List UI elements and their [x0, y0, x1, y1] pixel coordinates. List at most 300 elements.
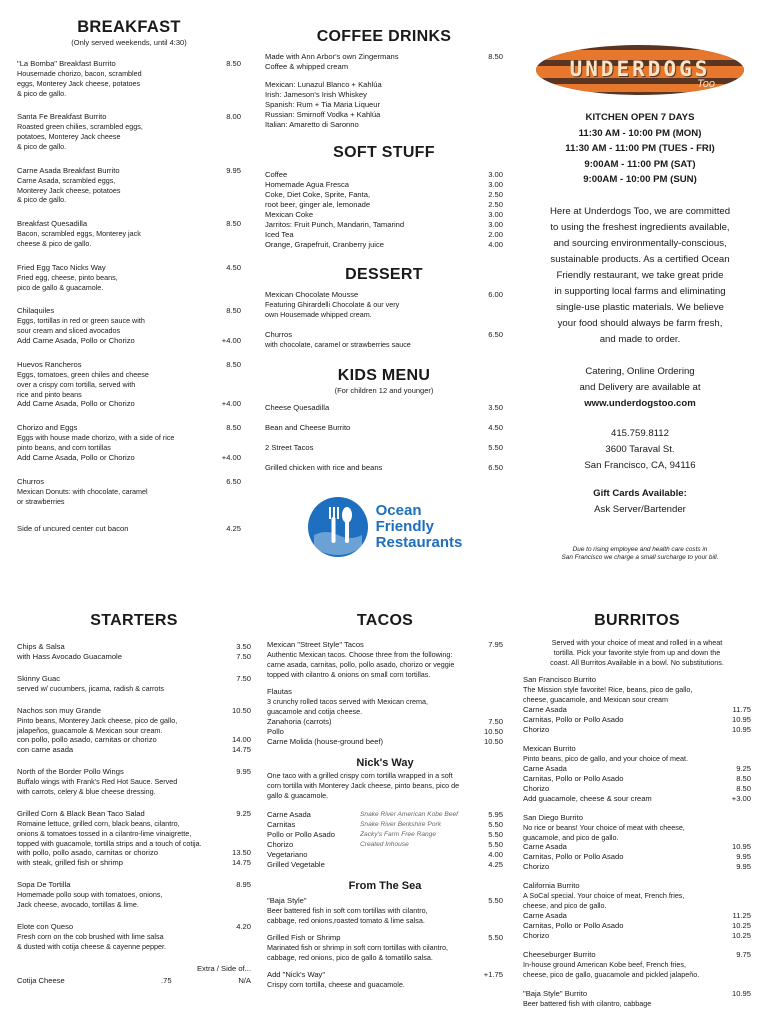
menu-item-price: 9.95: [736, 852, 751, 862]
menu-item-row: [17, 112, 241, 122]
burritos-intro-line: tortilla. Pick your favorite style from up and down the: [553, 647, 721, 657]
menu-item-row: [523, 989, 751, 999]
menu-item-name: Homemade Agua Fresca: [265, 180, 349, 189]
menu-item-row: [265, 220, 503, 230]
menu-item-desc: potatoes, Monterey Jack cheese: [17, 132, 121, 142]
about-text: [528, 204, 752, 348]
menu-item-row: [265, 170, 503, 180]
menu-item-desc: pico de gallo & guacamole.: [17, 282, 104, 292]
menu-item-desc: Fried egg, cheese, pinto beans,: [17, 272, 118, 282]
menu-item-desc: jalapeños, guacamole & Mexican sour cream.: [17, 725, 163, 735]
menu-item-name: Chorizo: [523, 724, 550, 734]
add-on-row: [17, 336, 241, 346]
burrito-option-row: [523, 842, 751, 852]
burritos-list: [523, 675, 751, 1008]
burrito-group: [523, 881, 751, 941]
menu-item-name: Carnitas: [267, 820, 296, 830]
coffee-line: Russian: Smirnoff Vodka + Kahlúa: [265, 110, 381, 119]
dessert-title: DESSERT: [345, 266, 423, 283]
meat-source: Snake River Berkshire Pork: [360, 821, 441, 829]
menu-item-price: 9.95: [736, 862, 751, 872]
add-on-row: [17, 399, 241, 409]
meat-source: [360, 860, 477, 870]
menu-item-desc: & dusted with cotija cheese & cayenne pepper.: [17, 941, 167, 951]
menu-item-name: Bean and Cheese Burrito: [265, 423, 351, 433]
menu-item-row: [523, 813, 751, 823]
menu-item-price: 8.50: [226, 306, 241, 316]
menu-item-desc: cabbage, red onions,roasted tomato & lime salsa.: [267, 916, 425, 926]
meat-source: Zacky's Farm Free Range: [360, 831, 437, 839]
menu-item-price: 8.00: [226, 112, 241, 122]
menu-item-price: +1.75: [483, 969, 503, 979]
menu-item-price: 3.00: [488, 180, 503, 189]
menu-item-price: 6.50: [488, 329, 503, 339]
menu-item-row: [265, 180, 503, 190]
from-the-sea-list: [267, 896, 503, 989]
menu-item-row: [17, 767, 251, 777]
menu-item: [17, 674, 251, 694]
menu-item-desc: cheese & pico de gallo.: [17, 238, 92, 248]
menu-item-desc: A SoCal special. Your choice of meat, French fries,: [523, 891, 685, 901]
breakfast-note: (Only served weekends, until 4:30): [71, 38, 187, 47]
menu-item-desc: served w/ cucumbers, jicama, radish & carrots: [17, 684, 164, 693]
menu-item-name: Flautas: [267, 687, 292, 697]
menu-item-price: +4.00: [221, 399, 241, 409]
menu-item-desc: carne asada, carnitas, pollo, pollo asado, chorizo or veggie: [267, 659, 455, 669]
menu-item: [267, 896, 503, 926]
menu-item-name: Grilled Corn & Black Bean Taco Salad: [17, 808, 145, 818]
menu-item-name: Carne Molida (house-ground beef): [267, 736, 384, 746]
menu-item-name: Jarritos: Fruit Punch, Mandarin, Tamarind: [265, 220, 405, 229]
burritos-intro: [523, 638, 751, 667]
starters-section: [17, 612, 251, 986]
menu-item-price: 10.25: [731, 930, 751, 940]
menu-item-row: [17, 880, 251, 890]
menu-item-price: 9.95: [226, 165, 241, 175]
menu-item-desc: Eggs, tortillas in red or green sauce with: [17, 316, 145, 326]
burrito-option-row: [523, 715, 751, 725]
menu-item-row: [17, 59, 241, 69]
menu-item-price: 5.50: [488, 896, 503, 906]
menu-item-name: with pollo, pollo asado, carnitas or chorizo: [17, 848, 158, 858]
menu-item: [17, 166, 241, 205]
menu-item-price: 7.50: [488, 716, 503, 726]
menu-item-name: Mexican Burrito: [523, 743, 576, 753]
menu-item-price: 3.50: [236, 642, 251, 651]
soft-stuff-title: SOFT STUFF: [333, 144, 435, 161]
nicks-way-row: [267, 850, 503, 860]
menu-item-price: 5.50: [488, 443, 503, 453]
menu-item-price: 5.50: [488, 820, 503, 830]
fork-spoon-icon: [306, 495, 370, 559]
menu-item-row: [17, 674, 251, 684]
menu-item-price: 6.00: [488, 290, 503, 299]
menu-item-desc: Beer battered fish with cilantro, cabbage: [523, 998, 652, 1008]
menu-item-desc: cabbage, red onions, pico de gallo & tomatillo salsa.: [267, 952, 433, 962]
menu-item-price: 3.00: [488, 210, 503, 219]
menu-item-price: +3.00: [731, 793, 751, 803]
menu-item-row: [17, 652, 251, 662]
menu-item-desc: & pico de gallo.: [17, 195, 67, 205]
logo-text: UNDERDOGS: [569, 57, 711, 81]
nicks-way-row: [267, 830, 503, 840]
hours-sun: 9:00AM - 10:00 PM (SUN): [583, 174, 697, 186]
menu-item-name: "La Bomba" Breakfast Burrito: [17, 59, 116, 68]
add-on-row: [17, 858, 251, 868]
coffee-price: 8.50: [488, 52, 503, 61]
starters-list: [17, 642, 251, 952]
menu-item-price: 9.25: [236, 808, 251, 818]
menu-item-price: 3.00: [488, 170, 503, 179]
extras-item-name: Cotija Cheese: [17, 975, 65, 985]
menu-item-price: 2.00: [488, 230, 503, 239]
menu-item-row: [267, 717, 503, 727]
menu-item-row: [265, 230, 503, 240]
menu-item-name: con carne asada: [17, 745, 74, 755]
menu-item: [17, 880, 251, 910]
menu-item-price: 5.50: [488, 932, 503, 942]
menu-item-row: [17, 166, 241, 176]
menu-item-row: [523, 675, 751, 685]
menu-item-desc: or strawberries: [17, 496, 65, 506]
menu-item-row: [17, 706, 251, 716]
menu-item-name: California Burrito: [523, 881, 580, 891]
burrito-group: [523, 744, 751, 804]
menu-item-price: 4.00: [488, 240, 503, 249]
menu-item-name: Grilled Fish or Shrimp: [267, 932, 341, 942]
menu-item-desc: Pinto beans, Monterey Jack cheese, pico de gallo,: [17, 715, 178, 725]
drinks-column: [265, 28, 503, 559]
about-line: and made to order.: [599, 333, 681, 345]
menu-item-name: Coke, Diet Coke, Sprite, Fanta,: [265, 190, 371, 199]
menu-item-row: [17, 922, 251, 932]
menu-item-desc: guacamole, and pico de gallo.: [523, 832, 619, 842]
about-line: in supporting local farms and eliminating: [554, 285, 726, 297]
burrito-option-row: [523, 764, 751, 774]
catering-block: [528, 364, 752, 412]
hours-mon: 11:30 AM - 10:00 PM (MON): [578, 127, 702, 139]
menu-item-row: [265, 210, 503, 220]
menu-item-name: Breakfast Quesadilla: [17, 219, 88, 229]
menu-item-price: 10.50: [483, 726, 503, 736]
menu-item-row: [17, 642, 251, 652]
ocean-friendly-logo: [265, 495, 503, 559]
kids-list: [265, 403, 503, 473]
menu-item-price: 11.25: [732, 910, 751, 920]
breakfast-items: [17, 59, 241, 534]
menu-item-name: Carne Asada: [523, 910, 567, 920]
menu-item-desc: Fresh corn on the cob brushed with lime salsa: [17, 931, 164, 941]
menu-item: [17, 642, 251, 662]
menu-item-desc: 3 crunchy rolled tacos served with Mexican crema,: [267, 697, 428, 707]
menu-item-desc: Jack cheese, avocado, tortillas & lime.: [17, 900, 139, 910]
menu-item-desc: topped with cilantro & onions on small corn tortillas.: [267, 669, 431, 679]
surcharge-note: [528, 546, 752, 563]
burritos-intro-line: Served with your choice of meat and rolled in a wheat: [551, 638, 723, 647]
menu-item-price: 8.50: [736, 773, 751, 783]
menu-item-name: Santa Fe Breakfast Burrito: [17, 112, 107, 122]
menu-item-desc: with carrots, celery & blue cheese dressing.: [17, 787, 156, 797]
about-line: and sourcing environmentally-conscious,: [553, 237, 727, 249]
menu-item-name: Chilaquiles: [17, 306, 55, 316]
meat-source: Created Inhouse: [360, 841, 409, 849]
about-line: Friendly restaurant, we take great pride: [556, 269, 724, 281]
menu-item-row: [523, 881, 751, 891]
menu-item-price: 6.50: [226, 476, 241, 486]
add-on-row: [17, 453, 241, 463]
underdogs-logo: [535, 44, 745, 96]
flautas: [267, 687, 503, 747]
surcharge-line: San Francisco we charge a small surcharge to your bill.: [561, 554, 719, 562]
tacos-title: TACOS: [356, 612, 414, 629]
extras-price-b: N/A: [238, 975, 251, 985]
menu-item-name: Huevos Rancheros: [17, 359, 82, 369]
menu-item-name: Nachos son muy Grande: [17, 705, 101, 715]
menu-item-row: [17, 219, 241, 229]
menu-item-price: 4.50: [226, 262, 241, 272]
about-line: single-use plastic materials. We believe: [556, 301, 724, 313]
coffee-line: Irish: Jameson's Irish Whiskey: [265, 90, 367, 99]
menu-item-name: "Baja Style": [267, 896, 307, 906]
burritos-intro-line: coast. All Burritos Available in a bowl. No substitutions.: [550, 657, 724, 667]
burrito-group: [523, 813, 751, 873]
soft-stuff-list: [265, 170, 503, 250]
coffee-intro: [265, 52, 503, 72]
menu-item-name: Carne Asada Breakfast Burrito: [17, 165, 120, 175]
menu-item-row: [17, 263, 241, 273]
gift-card-block: [528, 486, 752, 518]
breakfast-section: [17, 18, 241, 548]
menu-item-name: Fried Egg Taco Nicks Way: [17, 262, 106, 272]
menu-item-price: 10.25: [731, 920, 751, 930]
menu-item-price: 8.50: [226, 219, 241, 229]
menu-item-name: Add "Nick's Way": [267, 969, 326, 979]
menu-item-price: 4.20: [236, 921, 251, 931]
menu-item-desc: corn tortilla with Monterey Jack cheese, pinto beans, pico de: [267, 780, 460, 790]
menu-item-name: Zanahoria (carrots): [267, 716, 332, 726]
burritos-title: BURRITOS: [594, 612, 680, 629]
menu-item-row: [267, 896, 503, 906]
menu-item-desc: own Housemade whipped cream.: [265, 309, 372, 319]
menu-item-name: Carne Asada: [523, 842, 567, 852]
menu-item-name: Chorizo: [267, 840, 294, 850]
menu-item-row: [265, 190, 503, 200]
menu-item-desc: One taco with a grilled crispy corn tortilla wrapped in a soft: [267, 770, 453, 780]
menu-item-name: Orange, Grapefruit, Cranberry juice: [265, 240, 385, 249]
menu-item-price: 10.95: [731, 724, 751, 734]
menu-item-price: 2.50: [488, 200, 503, 209]
menu-item-price: 4.50: [488, 423, 503, 433]
menu-item-desc: Buffalo wings with Frank's Red Hot Sauce. Served: [17, 777, 178, 787]
menu-item-price: 8.50: [226, 423, 241, 433]
menu-item-row: [265, 463, 503, 473]
menu-item-price: 11.75: [732, 704, 751, 714]
menu-item-price: +4.00: [221, 452, 241, 462]
add-on-row: [17, 745, 251, 755]
hours-block: [528, 110, 752, 188]
hours-sat: 9:00AM - 11:00 PM (SAT): [584, 158, 696, 170]
nicks-way-desc: [267, 771, 503, 800]
menu-item: [17, 809, 251, 868]
menu-item-name: Coffee: [265, 170, 288, 179]
burrito-option-row: [523, 862, 751, 872]
menu-item-name: San Francisco Burrito: [523, 675, 597, 685]
menu-item-name: North of the Border Pollo Wings: [17, 767, 124, 777]
menu-item-name: Carnitas, Pollo or Pollo Asado: [523, 920, 624, 930]
menu-item-price: 10.95: [731, 988, 751, 998]
menu-item-name: "Baja Style" Burrito: [523, 988, 588, 998]
menu-item-desc: The Mission style favorite! Rice, beans, pico de gallo,: [523, 685, 693, 695]
menu-item-name: Carne Asada: [523, 704, 567, 714]
menu-item-name: Add Carne Asada, Pollo or Chorizo: [17, 335, 135, 345]
menu-item-price: 10.50: [483, 736, 503, 746]
menu-item-price: 9.75: [736, 949, 751, 959]
menu-item-name: 2 Street Tacos: [265, 443, 314, 453]
menu-item-desc: Eggs, tomatoes, green chiles and cheese: [17, 369, 149, 379]
menu-item-price: 4.25: [226, 523, 241, 533]
contact-block: [528, 426, 752, 474]
tacos-section: [267, 612, 503, 996]
menu-item-price: 2.50: [488, 190, 503, 199]
gift-card-sub: Ask Server/Bartender: [594, 503, 686, 515]
menu-item-price: 7.50: [236, 674, 251, 683]
menu-item-row: [267, 970, 503, 980]
hours-title: KITCHEN OPEN 7 DAYS: [585, 112, 695, 123]
menu-item-price: 7.95: [488, 640, 503, 649]
menu-item-price: 14.75: [231, 745, 251, 755]
menu-item-desc: & pico de gallo.: [17, 88, 67, 98]
menu-item-row: [17, 306, 241, 316]
address-line-1: 3600 Taraval St.: [605, 443, 675, 455]
nicks-way-options: [267, 810, 503, 870]
menu-item-price: 10.95: [731, 842, 751, 852]
menu-item-price: 14.75: [231, 858, 251, 868]
menu-item-desc: Homemade pollo soup with tomatoes, onions,: [17, 890, 163, 900]
menu-item-desc: Housemade chorizo, bacon, scrambled: [17, 69, 142, 78]
menu-item-name: root beer, ginger ale, lemonade: [265, 200, 371, 209]
burrito-option-row: [523, 784, 751, 794]
menu-item: [17, 59, 241, 98]
menu-item-name: Elote con Queso: [17, 921, 74, 931]
menu-item-desc: Mexican Donuts: with chocolate, caramel: [17, 486, 148, 496]
menu-item-price: 5.50: [488, 840, 503, 850]
menu-item-name: San Diego Burrito: [523, 812, 583, 822]
menu-item-desc: eggs, Monterey Jack cheese, potatoes: [17, 78, 141, 88]
burrito-option-row: [523, 725, 751, 735]
nicks-way-row: [267, 810, 503, 820]
nicks-way-row: [267, 840, 503, 850]
menu-item: [265, 290, 503, 320]
menu-item-price: 4.25: [488, 860, 503, 870]
menu-item-price: +4.00: [221, 335, 241, 345]
menu-item-desc: Pinto beans, pico de gallo, and your choice of meat.: [523, 753, 689, 763]
burrito-option-row: [523, 852, 751, 862]
menu-item-name: Chorizo: [523, 930, 550, 940]
menu-item-price: 10.95: [731, 714, 751, 724]
menu-item: [17, 477, 241, 507]
phone-number[interactable]: 415.759.8112: [611, 427, 669, 439]
menu-item-desc: pinto beans, and corn tortillas: [17, 443, 111, 453]
menu-item-row: [267, 933, 503, 943]
menu-item-desc: Eggs with house made chorizo, with a side of rice: [17, 433, 175, 443]
menu-item-price: 10.50: [231, 705, 251, 715]
burrito-option-row: [523, 774, 751, 784]
burrito-group: [523, 675, 751, 735]
about-line: Here at Underdogs Too, we are committed: [549, 205, 731, 217]
kids-note: (For children 12 and younger): [334, 386, 434, 396]
about-line: your food should always be farm fresh,: [557, 317, 723, 329]
gift-card-title: Gift Cards Available:: [593, 487, 687, 499]
menu-item-row: [17, 360, 241, 370]
nicks-way-row: [267, 820, 503, 830]
about-line: to using the freshest ingredients available,: [550, 221, 730, 233]
menu-item-name: with Hass Avocado Guacamole: [17, 652, 122, 661]
menu-item-name: with steak, grilled fish or shrimp: [17, 858, 123, 868]
coffee-intro-line: Made with Ann Arbor's own Zingermans: [265, 52, 399, 61]
menu-item-desc: cheese, and pico de gallo.: [523, 901, 607, 911]
menu-item-name: Add Carne Asada, Pollo or Chorizo: [17, 452, 135, 462]
menu-item-price: 8.50: [226, 359, 241, 369]
ocean-line-1: Ocean: [375, 502, 422, 520]
about-line: sustainable products. As a certified Ocean: [550, 253, 730, 265]
menu-item: [265, 330, 503, 350]
catering-line: and Delivery are available at: [579, 381, 701, 393]
menu-item-name: Pollo or Pollo Asado: [267, 830, 335, 840]
menu-item: [17, 306, 241, 346]
menu-item-desc: Carne Asada, scrambled eggs,: [17, 175, 116, 185]
street-tacos: [267, 640, 503, 679]
menu-item-row: [267, 737, 503, 747]
menu-item: [17, 112, 241, 151]
burrito-option-row: [523, 921, 751, 931]
menu-item: [17, 219, 241, 249]
burrito-option-row: [523, 931, 751, 941]
menu-item-name: con pollo, pollo asado, carnitas or chorizo: [17, 735, 157, 745]
menu-item-price: 9.95: [236, 767, 251, 777]
burrito-option-row: [523, 794, 751, 804]
menu-item-desc: Bacon, scrambled eggs, Monterey jack: [17, 229, 141, 239]
coffee-list: [265, 80, 503, 130]
menu-item-name: Chorizo and Eggs: [17, 423, 78, 433]
menu-item-desc: with chocolate, caramel or strawberries sauce: [265, 339, 411, 349]
kids-menu-title: KIDS MENU: [337, 367, 431, 385]
burritos-section: [523, 612, 751, 1017]
menu-item: [17, 263, 241, 293]
burrito-group: [523, 950, 751, 980]
burrito-group: [523, 989, 751, 1009]
menu-item-desc: Roasted green chilies, scrambled eggs,: [17, 122, 143, 132]
menu-item-row: [17, 524, 241, 534]
menu-item-desc: Beer battered fish in soft corn tortillas with cilantro,: [267, 906, 428, 916]
menu-item: [17, 922, 251, 952]
menu-item: [17, 423, 241, 463]
menu-item-desc: In-house ground American Kobe beef, French fries,: [523, 959, 687, 969]
ocean-line-3: Restaurants: [375, 534, 463, 552]
menu-item-name: Pollo: [267, 726, 284, 736]
menu-item-name: Chorizo: [523, 783, 550, 793]
menu-item-row: [265, 403, 503, 413]
menu-item-desc: cheese, pico de gallo, guacamole and pickled jalapeño.: [523, 969, 700, 979]
menu-item-name: Add Carne Asada, Pollo or Chorizo: [17, 399, 135, 409]
menu-item-price: 8.50: [226, 59, 241, 68]
menu-item-desc: sour cream and sliced avocados: [17, 326, 121, 336]
menu-item-name: Skinny Guac: [17, 674, 61, 683]
coffee-line: Italian: Amaretto di Saronno: [265, 120, 359, 129]
website-link[interactable]: www.underdogstoo.com: [584, 397, 696, 409]
from-the-sea-title: From The Sea: [348, 880, 422, 893]
starters-title: STARTERS: [90, 612, 178, 629]
menu-item-row: [265, 443, 503, 453]
